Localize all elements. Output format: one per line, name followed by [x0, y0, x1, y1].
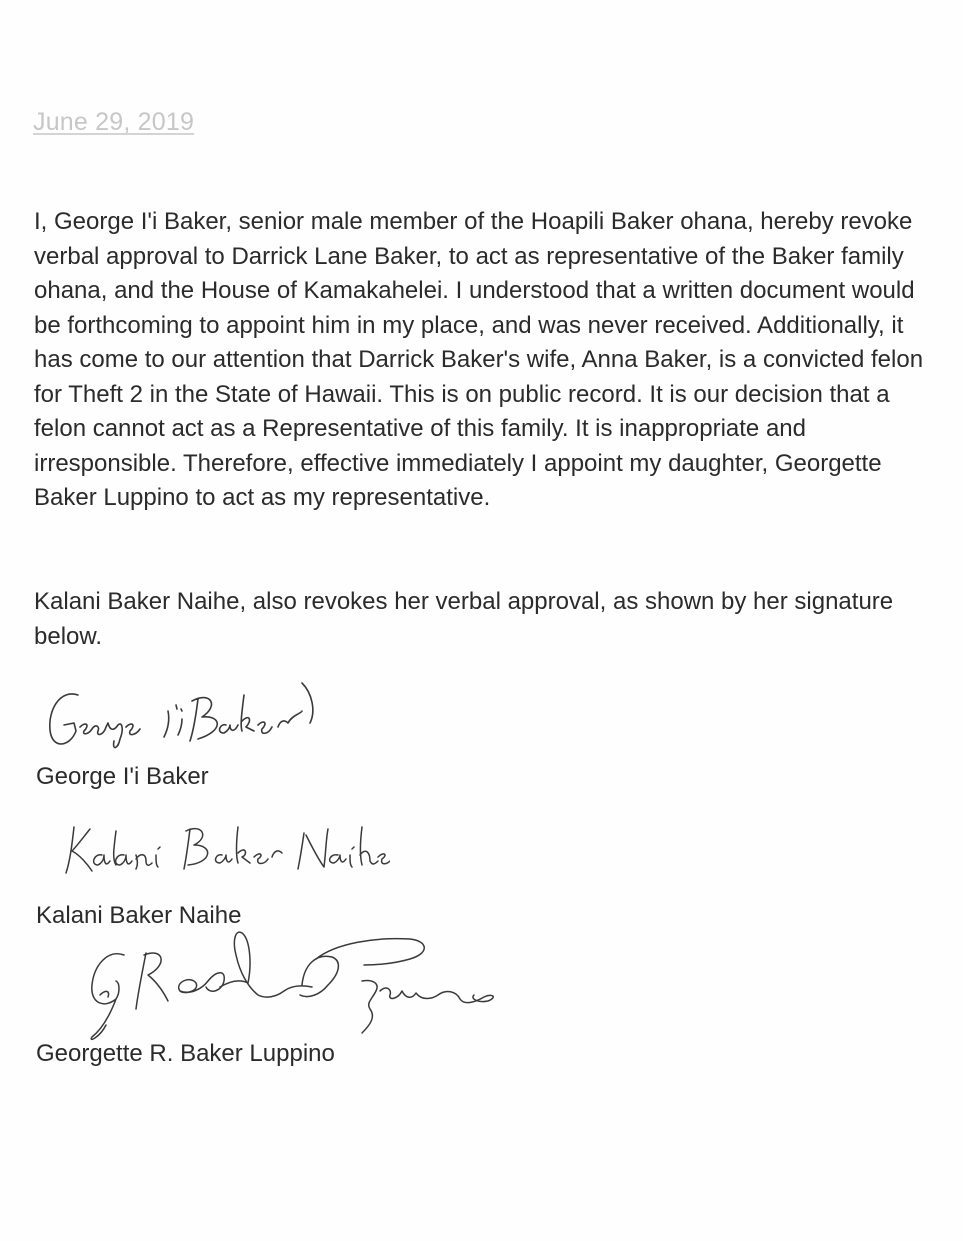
printed-name-kalani: Kalani Baker Naihe	[36, 902, 242, 929]
printed-name-georgette: Georgette R. Baker Luppino	[36, 1040, 335, 1067]
second-revocation-paragraph: Kalani Baker Naihe, also revokes her verbal approval, as shown by her signature below.	[34, 588, 894, 650]
printed-name-george: George I'i Baker	[36, 763, 209, 790]
signature-kalani	[60, 815, 390, 885]
signature-george	[40, 665, 340, 765]
revocation-paragraph: I, George I'i Baker, senior male member of the Hoapili Baker ohana, hereby revoke verbal approval to Darrick Lane Baker, to act as representative of the Baker family ohana, and the House of Kamakahelei. I understood that a written document would be forthcoming to appoint him in my place, and was never received. Additionally, it has come to our attention that Darrick Baker's wife, Anna Baker, is a convicted felon for Theft 2 in the State of Hawaii. This is on public record. It is our decision that a felon cannot act as a Representative of this family. It is inappropriate and irresponsible. Therefore, effective immediately I appoint my daughter, Georgette Baker Luppino to act as my representative.	[34, 208, 924, 511]
signature-georgette	[80, 925, 500, 1050]
letter-date: June 29, 2019	[33, 108, 195, 136]
